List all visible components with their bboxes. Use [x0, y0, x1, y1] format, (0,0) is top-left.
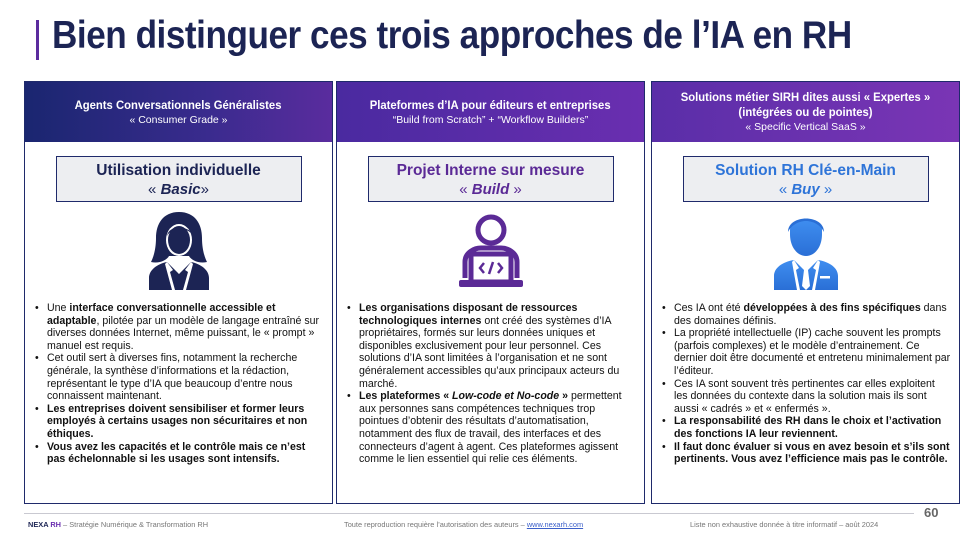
list-item: • Il faut donc évaluer si vous en avez besoin et s’ils sont pertinents. Vous avez l’efficience mais pas le contrôle.: [662, 441, 951, 466]
column-header-subtitle: “Build from Scratch” + “Workflow Builders”: [392, 113, 589, 126]
bullet-list: [652, 302, 959, 466]
businessman-icon: [766, 208, 846, 290]
approach-keyword: « Build »: [459, 181, 522, 198]
list-item: • La propriété intellectuelle (IP) cache souvent les prompts (parfois complexes) et le modèle d’entrainement. Ce dernier doit être documenté et entretenu minimalement par l’éditeur.: [662, 327, 951, 377]
footer-brand: NEXA RH – Stratégie Numérique & Transformation RH: [28, 520, 209, 529]
footer-copyright: Toute reproduction requière l’autorisation des auteurs – www.nexarh.com: [344, 520, 584, 529]
list-item: • Les organisations disposant de ressources technologiques internes ont créé des systèmes d’IA propriétaires, formés sur leurs données uniques et disponibles exclusivement pour leur personnel. Ces solutions d’IA sont limitées à l’organisation et ne sont généralement accessibles qu’aux principaux acteurs du marché.: [347, 302, 636, 390]
approach-box: [683, 156, 929, 202]
title-accent-bar: [36, 20, 39, 60]
list-item: • Les entreprises doivent sensibiliser et former leurs employés à certains usages non sécuritaires et non éthiques.: [35, 403, 324, 441]
page-title: Bien distinguer ces trois approches de l’IA en RH: [52, 14, 852, 57]
list-item: • Ces IA ont été développées à des fins spécifiques dans des domaines définis.: [662, 302, 951, 327]
developer-laptop-icon: [451, 208, 531, 290]
approach-title: Solution RH Clé-en-Main: [715, 162, 896, 179]
column-header: [337, 82, 644, 142]
page-number: 60: [924, 505, 939, 520]
list-item: • Vous avez les capacités et le contrôle mais ce n’est pas échelonnable si les usages sont intensifs.: [35, 441, 324, 466]
list-item: • Une interface conversationnelle accessible et adaptable, pilotée par un modèle de langage entraîné sur diverses données Internet, même puissant, le « prompt » manuel est requis.: [35, 302, 324, 352]
approach-box: [368, 156, 614, 202]
list-item: • La responsabilité des RH dans le choix et l’activation des fonctions IA leur reviennent.: [662, 415, 951, 440]
list-item: • Les plateformes « Low-code et No-code » permettent aux personnes sans compétences techniques trop pointues d’obtenir des résultats d’automatisation, notamment des flux de travail, des interfaces et des connecteurs d’agent à agent. Ces plateformes agissent comme le lien essentiel qui relie ces éléments.: [347, 390, 636, 466]
column-consumer-grade: [24, 81, 333, 504]
footer-divider: [24, 513, 914, 514]
approach-title: Projet Interne sur mesure: [396, 162, 585, 179]
column-header-subtitle: « Specific Vertical SaaS »: [745, 121, 866, 133]
bullet-list: [25, 302, 332, 466]
column-build-from-scratch: [336, 81, 645, 504]
footer-website-link[interactable]: www.nexarh.com: [526, 520, 584, 529]
footer-disclaimer: Liste non exhaustive donnée à titre informatif – août 2024: [690, 520, 879, 529]
column-header: [25, 82, 332, 142]
approach-keyword: « Basic»: [148, 181, 209, 198]
column-header-title: Agents Conversationnels Généralistes: [75, 97, 282, 112]
column-vertical-saas: [651, 81, 960, 504]
list-item: • Cet outil sert à diverses fins, notamment la recherche générale, la synthèse d’informations et la rédaction, représentant le type d’IA que beaucoup d’entre nous connaissent maintenant.: [35, 352, 324, 402]
approach-keyword: « Buy »: [778, 181, 833, 198]
businesswoman-icon: [139, 208, 219, 290]
column-header-title: Plateformes d’IA pour éditeurs et entreprises: [370, 97, 611, 112]
list-item: • Ces IA sont souvent très pertinentes car elles exploitent les données du contexte dans la solution mais ils sont aussi « cadrés » et « enfermés ».: [662, 378, 951, 416]
column-header-title: Solutions métier SIRH dites aussi « Expertes » (intégrées ou de pointes): [680, 90, 931, 119]
column-header: [652, 82, 959, 142]
approach-title: Utilisation individuelle: [96, 162, 261, 179]
bullet-list: [337, 302, 644, 466]
approach-box: [56, 156, 302, 202]
column-header-subtitle: « Consumer Grade »: [129, 113, 228, 126]
